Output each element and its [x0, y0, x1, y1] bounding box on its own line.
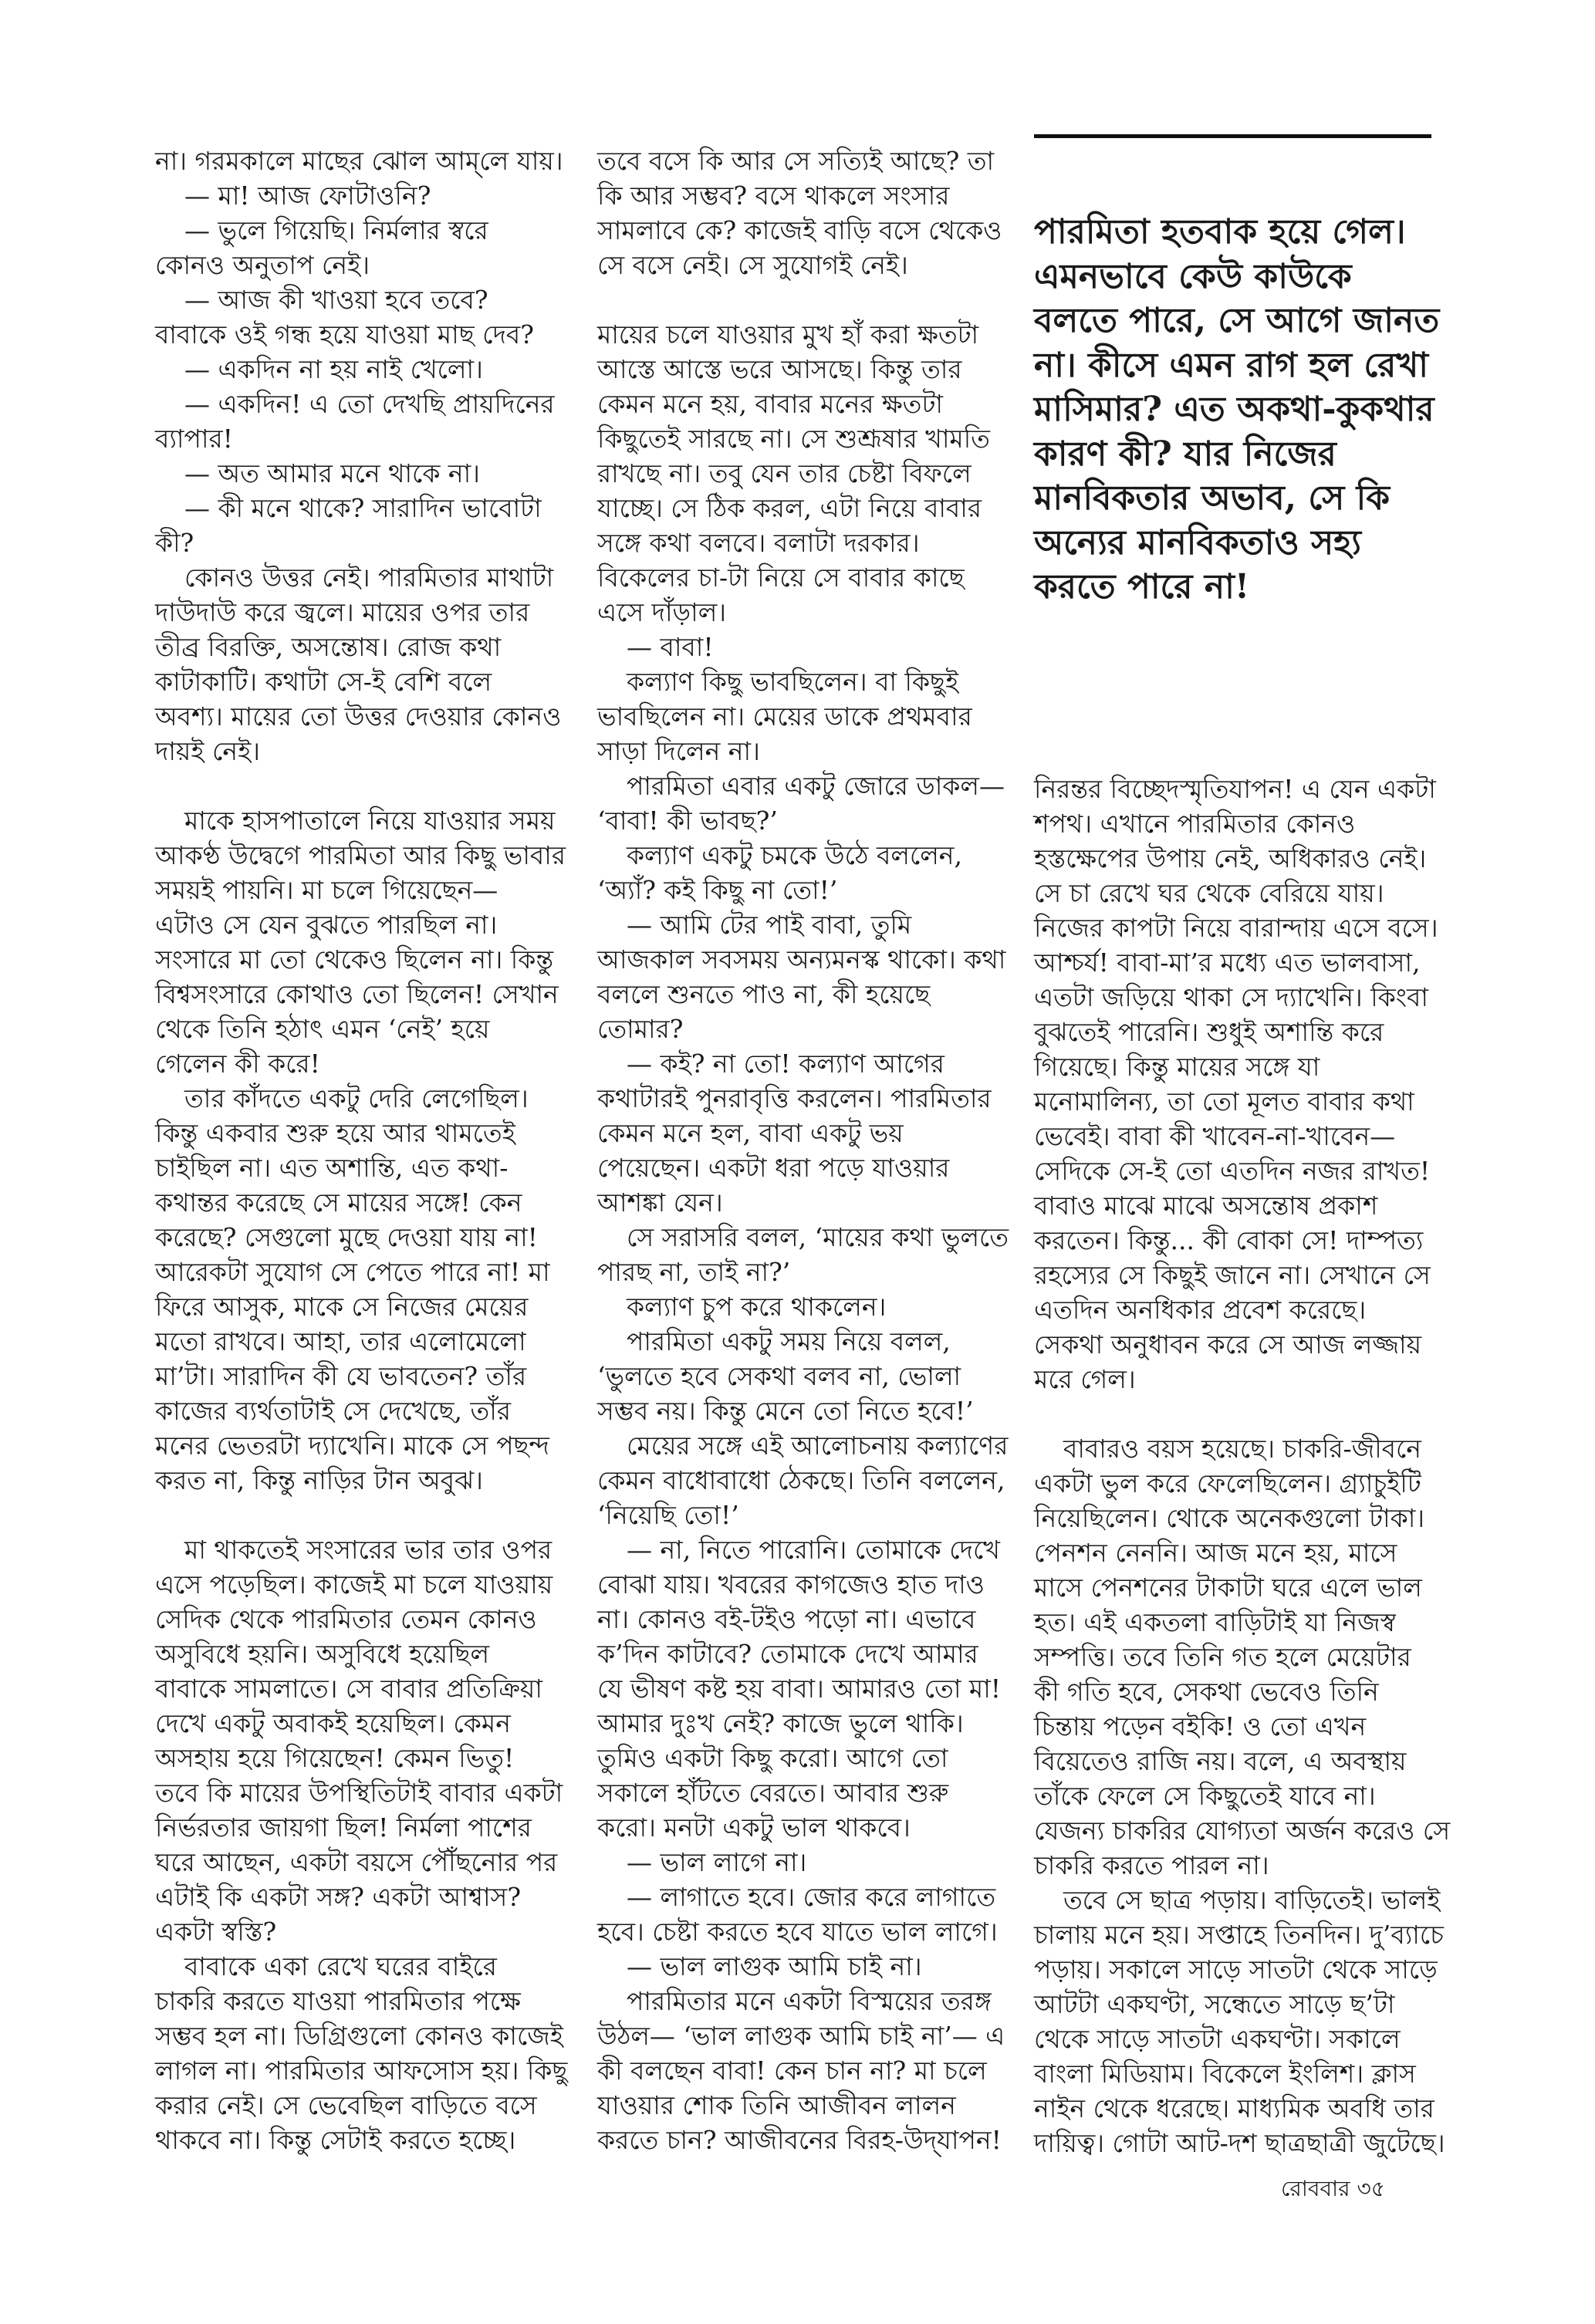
text-line: কি আর সম্ভব? বসে থাকলে সংসার	[597, 181, 950, 211]
text-line: বাবাকে একা রেখে ঘরের বাইরে	[184, 1951, 497, 1981]
pull-quote-line: কারণ কী? যার নিজের	[1034, 434, 1336, 474]
text-line: নিয়েছিলেন। থোকে অনেকগুলো টাকা।	[1034, 1503, 1425, 1533]
text-line: ‘অ্যাঁ? কই কিছু না তো!’	[597, 875, 838, 905]
paragraph-gap	[155, 768, 560, 803]
text-line: সংসারে মা তো থেকেও ছিলেন না। কিন্তু	[155, 944, 554, 975]
text-line: — লাগাতে হবে। জোর করে লাগাতে	[627, 1882, 996, 1912]
text-line: সে সরাসরি বলল, ‘মায়ের কথা ভুলতে	[627, 1222, 1009, 1252]
text-line: সেদিকে সে-ই তো এতদিন নজর রাখত!	[1034, 1156, 1431, 1186]
paragraph	[597, 664, 1002, 768]
text-line: মনের ভেতরটা দ্যাখেনি। মাকে সে পছন্দ	[155, 1431, 549, 1461]
text-line: কল্যাণ কিছু ভাবছিলেন। বা কিছুই	[627, 667, 959, 697]
text-line: গিয়েছে। কিন্তু মায়ের সঙ্গে যা	[1034, 1052, 1320, 1082]
text-line: সাড়া দিলেন না।	[597, 736, 760, 766]
text-line: — একদিন! এ তো দেখছি প্রায়দিনের	[184, 389, 555, 419]
text-line: — না, নিতে পারোনি। তোমাকে দেখে	[627, 1535, 1000, 1565]
text-line: — ভুলে গিয়েছি। নির্মলার স্বরে	[184, 215, 488, 245]
pull-quote-line: করতে পারে না!	[1034, 567, 1250, 606]
text-line: তাঁকে ফেলে সে কিছুতেই যাবে না।	[1034, 1781, 1376, 1811]
text-line: সম্ভব নয়। কিন্তু মেনে তো নিতে হবে!’	[597, 1396, 974, 1426]
text-line: চাকরি করতে পারল না।	[1034, 1850, 1269, 1880]
pull-quote-line: পারমিতা হতবাক হয়ে গেল।	[1034, 212, 1406, 252]
page-number: ৩৫	[1357, 2176, 1385, 2201]
text-line: মায়ের চলে যাওয়ার মুখ হাঁ করা ক্ষতটা	[597, 319, 979, 350]
page-footer	[1281, 2172, 1385, 2208]
text-line: মনোমালিন্য, তা তো মূলত বাবার কথা	[1034, 1086, 1414, 1116]
text-line: — ভাল লাগুক আমি চাই না।	[627, 1951, 922, 1981]
text-line: নাইন থেকে ধরেছে। মাধ্যমিক অবধি তার	[1034, 2093, 1434, 2123]
paragraph	[155, 282, 560, 352]
text-line: শপথ। এখানে পারমিতার কোনও	[1034, 809, 1356, 839]
text-line: যাওয়ার শোক তিনি আজীবন লালন	[597, 2090, 956, 2120]
paragraph	[155, 352, 560, 387]
text-line: সময়ই পায়নি। মা চলে গিয়েছেন—	[155, 875, 498, 905]
text-line: সম্ভব হল না। ডিগ্রিগুলো কোনও কাজেই	[155, 2021, 563, 2051]
text-line: বিশ্বসংসারে কোথাও তো ছিলেন! সেখান	[155, 979, 559, 1009]
pull-quote-line: এমনভাবে কেউ কাউকে	[1034, 256, 1352, 296]
text-line: এটাও সে যেন বুঝতে পারছিল না।	[155, 910, 498, 940]
text-line: দায়িত্ব। গোটা আট-দশ ছাত্রছাত্রী জুটেছে।	[1034, 2128, 1445, 2158]
text-line: পেয়েছেন। একটা ধরা পড়ে যাওয়ার	[597, 1153, 950, 1183]
text-line: বুঝতেই পারেনি। শুধুই অশান্তি করে	[1034, 1017, 1384, 1047]
text-line: না। গরমকালে মাছের ঝোল আম্‌লে যায়।	[155, 146, 563, 176]
paragraph-gap	[1034, 1397, 1439, 1431]
text-line: ভেবেই। বাবা কী খাবেন-না-খাবেন—	[1034, 1121, 1396, 1151]
paragraph	[597, 1845, 1002, 1880]
paragraph	[597, 1880, 1002, 1949]
paragraph	[597, 630, 1002, 664]
text-line: তবে বসে কি আর সে সত্যিই আছে? তা	[597, 146, 995, 176]
text-line: মতো রাখবে। আহা, তার এলোমেলো	[155, 1326, 526, 1356]
text-line: বাবাকে ওই গন্ধ হয়ে যাওয়া মাছ দেব?	[155, 319, 534, 350]
text-line: এসে দাঁড়াল।	[597, 597, 727, 627]
pull-quote	[1034, 210, 1451, 610]
text-line: রহস্যের সে কিছুই জানে না। সেখানে সে	[1034, 1260, 1431, 1290]
text-line: এটাই কি একটা সঙ্গ? একটা আশ্বাস?	[155, 1882, 522, 1912]
text-line: অসহায় হয়ে গিয়েছেন! কেমন ভিতু!	[155, 1743, 515, 1773]
text-line: তীব্র বিরক্তি, অসন্তোষ। রোজ কথা	[155, 632, 502, 662]
text-line: সে বসে নেই। সে সুযোগই নেই।	[597, 250, 908, 280]
text-line: মেয়ের সঙ্গে এই আলোচনায় কল্যাণের	[627, 1431, 1009, 1461]
text-line: সেদিক থেকে পারমিতার তেমন কোনও	[155, 1604, 537, 1634]
text-line: সম্পত্তি। তবে তিনি গত হলে মেয়েটার	[1034, 1642, 1411, 1672]
text-line: করতেন। কিন্তু... কী বোকা সে! দাম্পত্য	[1034, 1225, 1424, 1255]
text-line: ক’দিন কাটাবে? তোমাকে দেখে আমার	[597, 1639, 978, 1669]
text-line: তুমিও একটা কিছু করো। আগে তো	[597, 1743, 948, 1773]
text-line: অবশ্য। মায়ের তো উত্তর দেওয়ার কোনও	[155, 701, 562, 731]
text-line: যে ভীষণ কষ্ট হয় বাবা। আমারও তো মা!	[597, 1674, 1002, 1704]
paragraph	[155, 560, 560, 768]
text-line: — মা! আজ ফোটাওনি?	[184, 181, 431, 211]
text-line: কিছুতেই সারছে না। সে শুশ্রূষার খামতি	[597, 424, 990, 454]
text-line: — অত আমার মনে থাকে না।	[184, 458, 480, 488]
text-line: করো। মনটা একটু ভাল থাকবে।	[597, 1812, 911, 1843]
text-line: চালায় মনে হয়। সপ্তাহে তিনদিন। দু’ব্যাচে	[1034, 1920, 1444, 1950]
text-line: তবে সে ছাত্র পড়ায়। বাড়িতেই। ভালই	[1063, 1885, 1441, 1915]
text-line: ‘বাবা! কী ভাবছ?’	[597, 806, 778, 836]
text-line: ‘ভুলতে হবে সেকথা বলব না, ভোলা	[597, 1361, 961, 1391]
text-line: কেমন মনে হয়, বাবার মনের ক্ষতটা	[597, 389, 943, 419]
paragraph	[1034, 772, 1439, 1397]
text-line: দেখে একটু অবাকই হয়েছিল। কেমন	[155, 1708, 511, 1738]
paragraph	[155, 456, 560, 491]
text-line: কোনও অনুতাপ নেই।	[155, 250, 370, 280]
text-line: চাকরি করতে যাওয়া পারমিতার পক্ষে	[155, 1986, 521, 2016]
text-line: কী বলছেন বাবা! কেন চান না? মা চলে	[597, 2055, 987, 2086]
pull-quote-line: মানবিকতার অভাব, সে কি	[1034, 478, 1390, 518]
text-line: এসে পড়েছিল। কাজেই মা চলে যাওয়ায়	[155, 1569, 553, 1599]
paragraph	[155, 144, 563, 178]
text-line: আটটা একঘণ্টা, সন্ধেতে সাড়ে ছ’টা	[1034, 1989, 1395, 2019]
text-line: মা’টা। সারাদিন কী যে ভাবতেন? তাঁর	[155, 1361, 527, 1391]
text-line: ঘরে আছেন, একটা বয়সে পৌঁছনোর পর	[155, 1847, 558, 1877]
paragraph	[597, 1949, 1002, 1984]
text-line: না। কোনও বই-টইও পড়ো না। এভাবে	[597, 1604, 976, 1634]
text-line: রাখছে না। তবু যেন তার চেষ্টা বিফলে	[597, 458, 972, 488]
paragraph	[597, 317, 1002, 630]
text-line: — ভাল লাগে না।	[627, 1847, 807, 1877]
text-line: গেলেন কী করে!	[155, 1049, 320, 1079]
paragraph	[1034, 1431, 1451, 1883]
text-line: একটা ভুল করে ফেলেছিলেন। গ্র্যাচুইটি	[1034, 1468, 1421, 1498]
text-line: অসুবিধে হয়নি। অসুবিধে হয়েছিল	[155, 1639, 490, 1669]
text-line: নির্ভরতার জায়গা ছিল! নির্মলা পাশের	[155, 1812, 532, 1843]
text-line: আমার দুঃখ নেই? কাজে ভুলে থাকি।	[597, 1708, 964, 1738]
text-line: একটা স্বস্তি?	[155, 1917, 277, 1947]
paragraph	[155, 803, 566, 1081]
paragraph	[597, 1984, 1005, 2157]
text-column-3	[1034, 772, 1451, 2160]
text-line: পারমিতা একটু সময় নিয়ে বলল,	[627, 1326, 951, 1356]
text-column-1	[155, 144, 568, 2157]
text-line: মরে গেল।	[1034, 1364, 1136, 1394]
text-line: করার নেই। সে ভেবেছিল বাড়িতে বসে	[155, 2090, 537, 2120]
text-line: যেজন্য চাকরির যোগ্যতা অর্জন করেও সে	[1034, 1816, 1451, 1846]
text-line: করতে চান? আজীবনের বিরহ-উদ্‌যাপন!	[597, 2125, 1002, 2155]
text-line: আশ্চর্য! বাবা-মা’র মধ্যে এত ভালবাসা,	[1034, 948, 1421, 978]
text-line: বিকেলের চা-টা নিয়ে সে বাবার কাছে	[597, 562, 965, 593]
paragraph	[597, 1428, 1009, 1532]
paragraph	[155, 1949, 568, 2157]
text-line: ব্যাপার!	[155, 424, 233, 454]
text-line: ফিরে আসুক, মাকে সে নিজের মেয়ের	[155, 1292, 529, 1322]
text-line: পারমিতার মনে একটা বিস্ময়ের তরঙ্গ	[627, 1986, 992, 2016]
text-line: সঙ্গে কথা বলবে। বলাটা দরকার।	[597, 528, 920, 558]
text-line: মাসে পেনশনের টাকাটা ঘরে এলে ভাল	[1034, 1572, 1422, 1603]
text-line: থেকে সাড়ে সাতটা একঘণ্টা। সকালে	[1034, 2024, 1401, 2054]
text-line: করত না, কিন্তু নাড়ির টান অবুঝ।	[155, 1465, 483, 1495]
text-line: — কী মনে থাকে? সারাদিন ভাবোটা	[184, 493, 542, 523]
paragraph	[155, 1532, 563, 1949]
text-line: নিজের কাপটা নিয়ে বারান্দায় এসে বসে।	[1034, 913, 1438, 943]
paragraph-gap	[155, 1498, 560, 1532]
text-line: মা থাকতেই সংসারের ভার তার ওপর	[184, 1535, 553, 1565]
text-line: লাগল না। পারমিতার আফসোস হয়। কিছু	[155, 2055, 568, 2086]
paragraph	[155, 213, 560, 282]
text-line: ‘নিয়েছি তো!’	[597, 1500, 739, 1530]
text-line: কথাটারই পুনরাবৃত্তি করলেন। পারমিতার	[597, 1083, 992, 1113]
text-line: আরেকটা সুযোগ সে পেতে পারে না! মা	[155, 1257, 550, 1287]
text-line: সে চা রেখে ঘর থেকে বেরিয়ে যায়।	[1034, 878, 1384, 908]
text-line: কেমন বাধোবাধো ঠেকছে। তিনি বললেন,	[597, 1465, 1005, 1495]
text-line: নিরন্তর বিচ্ছেদস্মৃতিযাপন! এ যেন একটা	[1034, 774, 1436, 804]
text-line: পড়ায়। সকালে সাড়ে সাতটা থেকে সাড়ে	[1034, 1954, 1438, 1985]
pull-quote-line: মাসিমার? এত অকথা-কুকথার	[1034, 390, 1434, 429]
paragraph	[1034, 1883, 1445, 2160]
paragraph	[597, 1220, 1009, 1289]
text-line: আস্তে আস্তে ভরে আসছে। কিন্তু তার	[597, 354, 962, 384]
paragraph	[597, 907, 1006, 1046]
text-line: হত। এই একতলা বাড়িটাই যা নিজস্ব	[1034, 1607, 1396, 1637]
text-line: আশঙ্কা যেন।	[597, 1187, 723, 1218]
text-line: উঠল— ‘ভাল লাগুক আমি চাই না’— এ	[597, 2021, 1005, 2051]
paragraph	[597, 768, 1005, 838]
text-line: থাকবে না। কিন্তু সেটাই করতে হচ্ছে।	[155, 2125, 516, 2155]
text-line: চাইছিল না। এত অশান্তি, এত কথা-	[155, 1153, 509, 1183]
text-line: মাকে হাসপাতালে নিয়ে যাওয়ার সময়	[184, 806, 556, 836]
pull-quote-line: বলতে পারে, সে আগে জানত	[1034, 301, 1440, 340]
paragraph	[155, 387, 560, 456]
text-line: তার কাঁদতে একটু দেরি লেগেছিল।	[184, 1083, 529, 1113]
text-line: সামলাবে কে? কাজেই বাড়ি বসে থেকেও	[597, 215, 1002, 245]
text-line: — বাবা!	[627, 632, 714, 662]
paragraph	[155, 178, 560, 213]
text-line: তোমার?	[597, 1014, 684, 1044]
text-line: তবে কি মায়ের উপস্থিতিটাই বাবার একটা	[155, 1778, 563, 1808]
paragraph	[597, 1046, 1002, 1220]
text-line: — একদিন না হয় নাই খেলো।	[184, 354, 483, 384]
text-line: আজকাল সবসময় অন্যমনস্ক থাকো। কথা	[597, 944, 1006, 975]
paragraph	[597, 1324, 1002, 1428]
text-line: সেকথা অনুধাবন করে সে আজ লজ্জায়	[1034, 1329, 1422, 1360]
text-line: এতটা জড়িয়ে থাকা সে দ্যাখেনি। কিংবা	[1034, 982, 1428, 1012]
text-line: কেমন মনে হল, বাবা একটু ভয়	[597, 1118, 904, 1148]
pull-quote-line: অন্যের মানবিকতাও সহ্য	[1034, 522, 1362, 562]
paragraph	[597, 1532, 1002, 1845]
text-column-2	[597, 144, 1009, 2157]
text-line: এতদিন অনধিকার প্রবেশ করেছে।	[1034, 1295, 1367, 1325]
text-line: হবে। চেষ্টা করতে হবে যাতে ভাল লাগে।	[597, 1917, 998, 1947]
text-line: সকালে হাঁটতে বেরতে। আবার শুরু	[597, 1778, 949, 1808]
text-line: পারছ না, তাই না?’	[597, 1257, 791, 1287]
text-line: দাউদাউ করে জ্বলে। মায়ের ওপর তার	[155, 597, 530, 627]
text-line: পেনশন নেননি। আজ মনে হয়, মাসে	[1034, 1538, 1397, 1568]
text-line: বোঝা যায়। খবরের কাগজেও হাত দাও	[597, 1569, 985, 1599]
text-line: বললে শুনতে পাও না, কী হয়েছে	[597, 979, 931, 1009]
text-line: বাবাও মাঝে মাঝে অসন্তোষ প্রকাশ	[1034, 1191, 1378, 1221]
text-line: যাচ্ছে। সে ঠিক করল, এটা নিয়ে বাবার	[597, 493, 982, 523]
text-line: দায়ই নেই।	[155, 736, 261, 766]
text-line: বাংলা মিডিয়াম। বিকেলে ইংলিশ। ক্লাস	[1034, 2059, 1416, 2089]
text-line: হস্তক্ষেপের উপায় নেই, অধিকারও নেই।	[1034, 843, 1427, 873]
text-line: ভাবছিলেন না। মেয়ের ডাকে প্রথমবার	[597, 701, 972, 731]
text-line: করেছে? সেগুলো মুছে দেওয়া যায় না!	[155, 1222, 538, 1252]
text-line: কল্যাণ একটু চমকে উঠে বললেন,	[627, 840, 962, 870]
text-line: — কই? না তো! কল্যাণ আগের	[627, 1049, 944, 1079]
paragraph	[155, 1081, 560, 1498]
text-line: বাবারও বয়স হয়েছে। চাকরি-জীবনে	[1063, 1434, 1421, 1464]
paragraph	[597, 1289, 1002, 1324]
text-line: আকণ্ঠ উদ্বেগে পারমিতা আর কিছু ভাবার	[155, 840, 566, 870]
paragraph	[597, 144, 1002, 282]
text-line: কাজের ব্যর্থতাটাই সে দেখেছে, তাঁর	[155, 1396, 511, 1426]
text-line: কিন্তু একবার শুরু হয়ে আর থামতেই	[155, 1118, 515, 1148]
pull-quote-line: না। কীসে এমন রাগ হল রেখা	[1034, 345, 1429, 385]
text-line: থেকে তিনি হঠাৎ এমন ‘নেই’ হয়ে	[155, 1014, 490, 1044]
pull-quote-rule	[1034, 134, 1431, 138]
magazine-name: রোববার	[1281, 2176, 1350, 2201]
text-line: — আমি টের পাই বাবা, তুমি	[627, 910, 912, 940]
text-line: কল্যাণ চুপ করে থাকলেন।	[627, 1292, 887, 1322]
paragraph	[597, 838, 1002, 907]
text-line: পারমিতা এবার একটু জোরে ডাকল—	[627, 771, 1005, 801]
text-line: চিন্তায় পড়েন বইকি! ও তো এখন	[1034, 1711, 1367, 1741]
text-line: কোনও উত্তর নেই। পারমিতার মাথাটা	[184, 562, 554, 593]
paragraph	[155, 491, 560, 560]
text-line: কথান্তর করেছে সে মায়ের সঙ্গে! কেন	[155, 1187, 522, 1218]
paragraph-gap	[597, 282, 1002, 317]
text-line: — আজ কী খাওয়া হবে তবে?	[184, 285, 488, 315]
text-line: বাবাকে সামলাতে। সে বাবার প্রতিক্রিয়া	[155, 1674, 542, 1704]
text-line: বিয়েতেও রাজি নয়। বলে, এ অবস্থায়	[1034, 1746, 1407, 1776]
text-line: কী গতি হবে, সেকথা ভেবেও তিনি	[1034, 1677, 1379, 1707]
text-line: কী?	[155, 528, 194, 558]
text-line: কাটাকাটি। কথাটা সে-ই বেশি বলে	[155, 667, 492, 697]
